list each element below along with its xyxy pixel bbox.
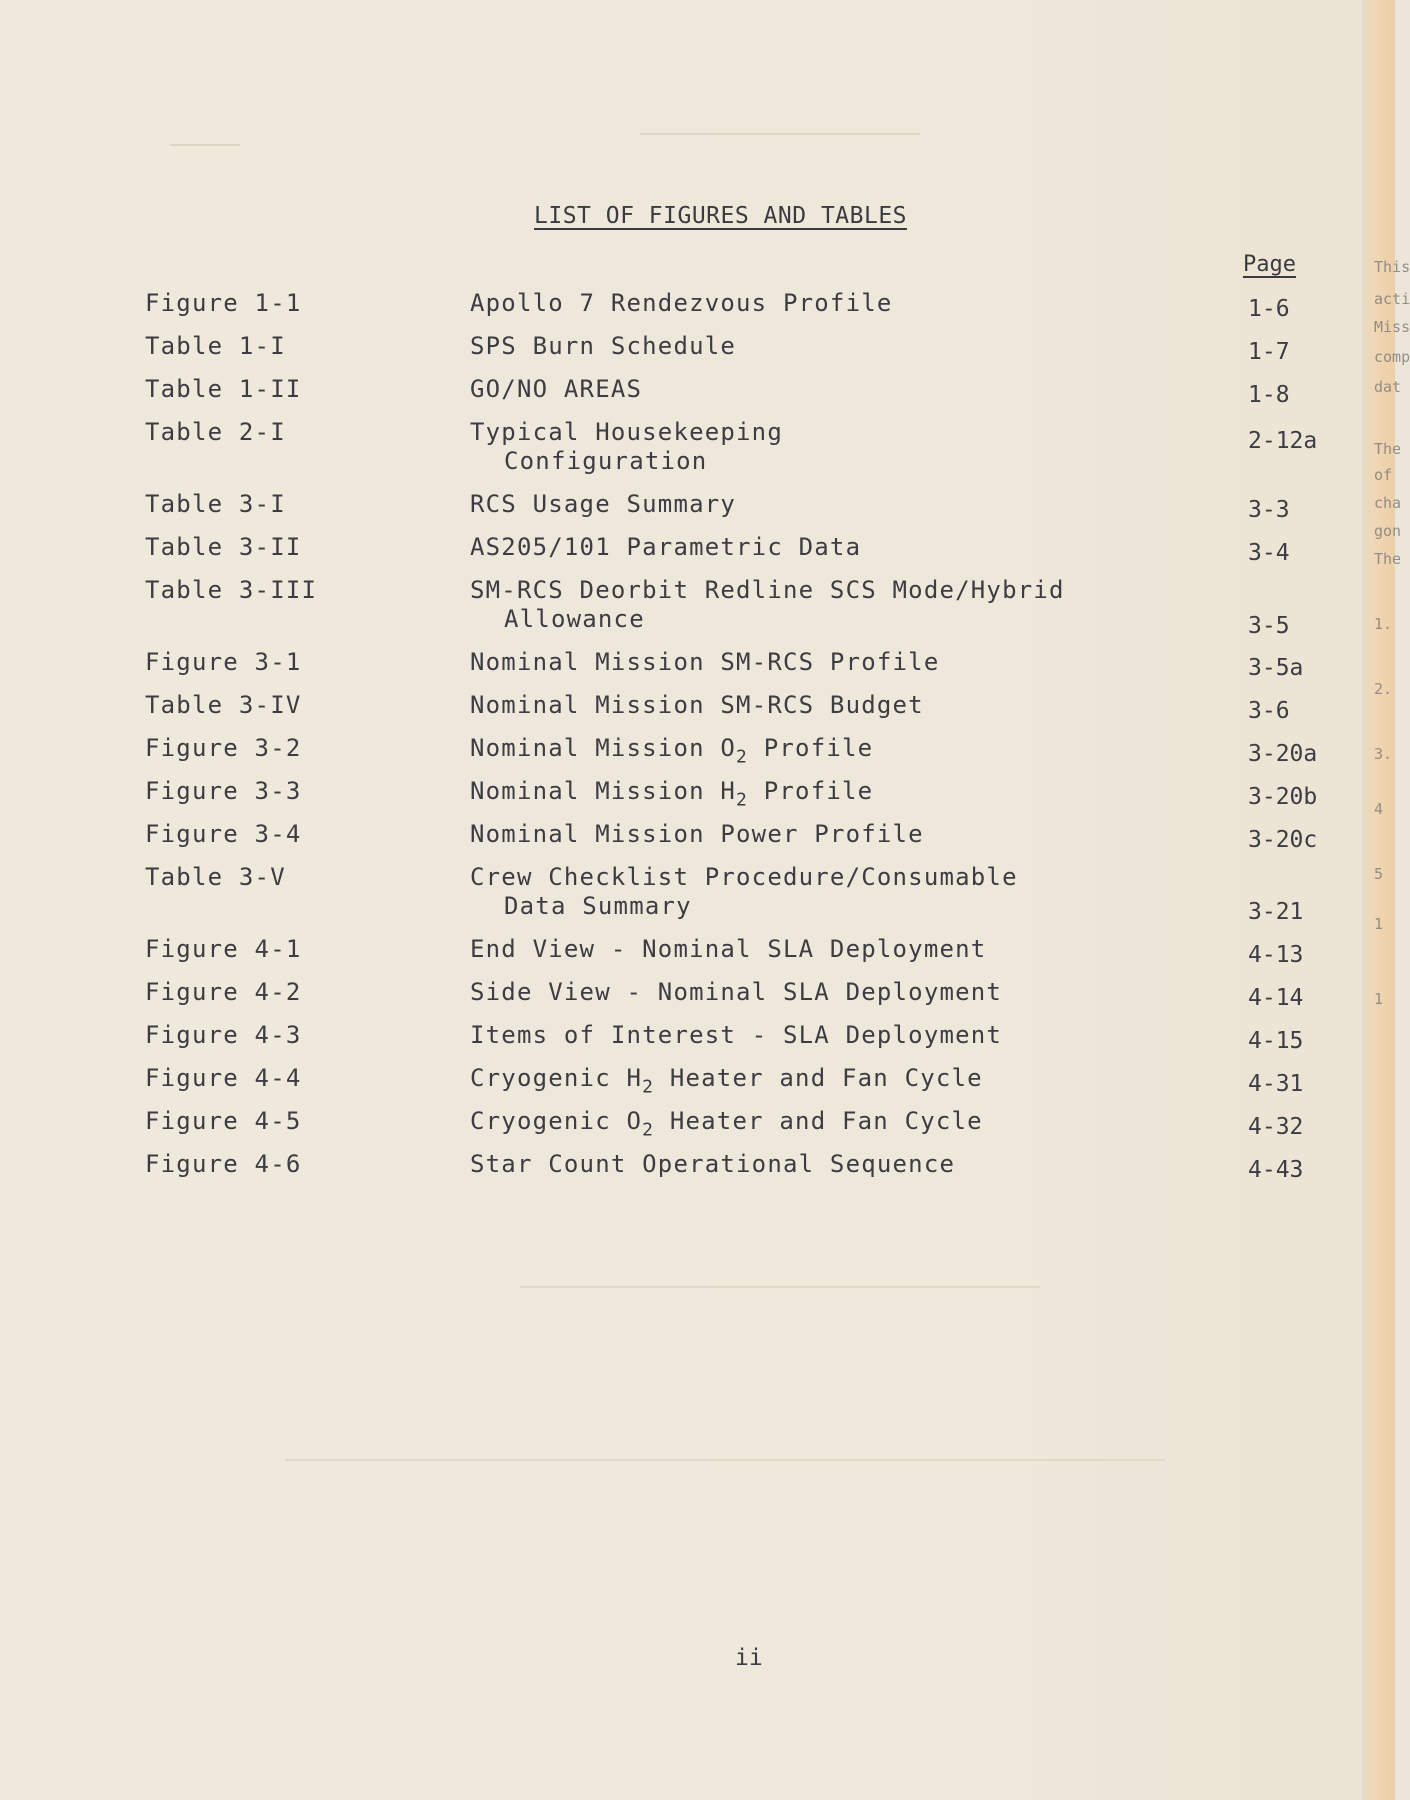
adjacent-page-text-fragment: of — [1374, 466, 1393, 484]
entry-label: Figure 4-3 — [145, 1021, 302, 1049]
entry-row — [0, 777, 1370, 817]
adjacent-page-text-fragment: Miss — [1374, 318, 1410, 336]
entry-label: Figure 4-1 — [145, 935, 302, 963]
entry-row — [0, 375, 1370, 415]
entry-page-number: 3-5 — [1248, 613, 1290, 639]
adjacent-page-text-fragment: cha — [1374, 494, 1402, 512]
entry-description — [470, 863, 1018, 921]
adjacent-page-text-fragment: 1. — [1374, 615, 1393, 633]
page-number: ii — [735, 1645, 763, 1671]
entry-row — [0, 978, 1370, 1018]
entry-description — [470, 1150, 955, 1179]
adjacent-page-text-fragment: comp — [1374, 348, 1410, 366]
adjacent-page-text-fragment: The — [1374, 550, 1402, 568]
show-through-text — [640, 115, 920, 135]
entry-description — [470, 576, 1065, 634]
entry-label: Table 3-III — [145, 576, 318, 604]
adjacent-page-text-fragment: 3. — [1374, 745, 1393, 763]
entry-label: Figure 4-6 — [145, 1150, 302, 1178]
adjacent-page-text-fragment: 4 — [1374, 800, 1384, 818]
entry-description — [470, 1021, 1002, 1050]
entry-row — [0, 1021, 1370, 1061]
entry-description — [470, 332, 736, 361]
adjacent-page-text-fragment: 1 — [1374, 915, 1384, 933]
adjacent-page-text-fragment: gon — [1374, 522, 1402, 540]
entry-page-number: 4-14 — [1248, 985, 1304, 1011]
entry-page-number: 3-20b — [1248, 784, 1318, 810]
entry-label: Table 1-I — [145, 332, 286, 360]
entry-row — [0, 1150, 1370, 1190]
entry-description — [470, 490, 736, 519]
entry-description — [470, 978, 1002, 1007]
entry-label: Table 3-II — [145, 533, 302, 561]
entry-page-number: 4-15 — [1248, 1028, 1304, 1054]
entry-description — [470, 1107, 983, 1144]
entry-description-text: Apollo 7 Rendezvous Profile — [470, 289, 893, 317]
entry-description-text: RCS Usage Summary — [470, 490, 737, 518]
entry-description-text: Crew Checklist Procedure/Consumable — [470, 863, 1018, 891]
entry-page-number: 3-3 — [1248, 497, 1290, 523]
entry-row — [0, 691, 1370, 731]
entry-label: Table 2-I — [145, 418, 286, 446]
entry-description-text: Nominal Mission Power Profile — [470, 820, 924, 848]
entry-row — [0, 533, 1370, 573]
page-column-header: Page — [1243, 252, 1296, 277]
entry-row — [0, 418, 1370, 475]
adjacent-page-text-fragment: 5 — [1374, 865, 1384, 883]
entry-page-number: 3-20c — [1248, 827, 1318, 853]
entry-description-text: Nominal Mission SM-RCS Budget — [470, 691, 924, 719]
entry-label: Figure 3-3 — [145, 777, 302, 805]
entry-page-number: 4-31 — [1248, 1071, 1304, 1097]
entry-description-text: GO/NO AREAS — [470, 375, 643, 403]
adjacent-page-text-fragment: acti — [1374, 290, 1410, 308]
entry-description-text: SPS Burn Schedule — [470, 332, 737, 360]
entry-page-number: 4-43 — [1248, 1157, 1304, 1183]
entry-row — [0, 289, 1370, 329]
entry-row — [0, 734, 1370, 774]
entry-row — [0, 820, 1370, 860]
entry-description-text: Typical Housekeeping — [470, 418, 783, 446]
entry-page-number: 4-32 — [1248, 1114, 1304, 1140]
entry-page-number: 4-13 — [1248, 942, 1304, 968]
entry-description-text: Nominal Mission $H_2$ Profile — [470, 777, 874, 811]
entry-row — [0, 332, 1370, 372]
entry-row — [0, 935, 1370, 975]
entry-description-text: Items of Interest - SLA Deployment — [470, 1021, 1003, 1049]
entry-description-continuation: Data Summary — [504, 892, 692, 920]
adjacent-page-text-fragment: 2. — [1374, 680, 1393, 698]
entry-label: Figure 4-4 — [145, 1064, 302, 1092]
entry-page-number: 3-4 — [1248, 540, 1290, 566]
entry-label: Figure 4-5 — [145, 1107, 302, 1135]
entry-page-number: 2-12a — [1248, 428, 1318, 454]
entry-label: Table 3-I — [145, 490, 286, 518]
entry-label: Figure 4-2 — [145, 978, 302, 1006]
entry-label: Figure 1-1 — [145, 289, 302, 317]
entry-description — [470, 691, 924, 720]
entry-description-text: Cryogenic $H_2$ Heater and Fan Cycle — [470, 1064, 983, 1098]
entry-description — [470, 289, 893, 318]
entry-description — [470, 533, 861, 562]
entry-description — [470, 935, 986, 964]
entry-description-text: Side View - Nominal SLA Deployment — [470, 978, 1003, 1006]
adjacent-page-text-fragment: 1 — [1374, 990, 1384, 1008]
entry-description — [470, 820, 924, 849]
entry-description-text: Nominal Mission $O_2$ Profile — [470, 734, 874, 768]
entry-description-text: Nominal Mission SM-RCS Profile — [470, 648, 940, 676]
adjacent-page-edge — [1362, 0, 1410, 1800]
entry-row — [0, 1107, 1370, 1147]
entry-description-continuation: Configuration — [504, 447, 708, 475]
entry-description — [470, 1064, 983, 1101]
entry-label: Table 1-II — [145, 375, 302, 403]
entry-description-continuation: Allowance — [504, 605, 645, 633]
entry-description — [470, 648, 939, 677]
adjacent-page-text-fragment: The — [1374, 440, 1402, 458]
adjacent-page-text-fragment: dat — [1374, 378, 1402, 396]
entry-page-number: 1-6 — [1248, 296, 1290, 322]
show-through-text — [520, 1270, 1040, 1288]
entry-description-text: Cryogenic $O_2$ Heater and Fan Cycle — [470, 1107, 983, 1141]
entry-label: Table 3-V — [145, 863, 286, 891]
entry-description — [470, 418, 783, 476]
entry-page-number: 3-5a — [1248, 655, 1304, 681]
entry-description — [470, 777, 873, 814]
entry-description — [470, 375, 642, 404]
adjacent-page-text-fragment: This — [1374, 258, 1410, 276]
entry-row — [0, 490, 1370, 530]
entry-row — [0, 1064, 1370, 1104]
entry-label: Figure 3-2 — [145, 734, 302, 762]
entry-page-number: 3-21 — [1248, 899, 1304, 925]
entry-page-number: 3-20a — [1248, 741, 1318, 767]
page-title: LIST OF FIGURES AND TABLES — [534, 203, 908, 229]
entry-description-text: SM-RCS Deorbit Redline SCS Mode/Hybrid — [470, 576, 1065, 604]
entry-page-number: 1-8 — [1248, 382, 1290, 408]
entry-page-number: 3-6 — [1248, 698, 1290, 724]
entry-description-text: AS205/101 Parametric Data — [470, 533, 862, 561]
entry-description-text: Star Count Operational Sequence — [470, 1150, 956, 1178]
entry-description — [470, 734, 873, 771]
show-through-text — [285, 1445, 1165, 1461]
entry-label: Figure 3-4 — [145, 820, 302, 848]
entry-label: Table 3-IV — [145, 691, 302, 719]
entry-label: Figure 3-1 — [145, 648, 302, 676]
entry-description-text: End View - Nominal SLA Deployment — [470, 935, 987, 963]
entry-row — [0, 648, 1370, 688]
entry-page-number: 1-7 — [1248, 339, 1290, 365]
show-through-text — [170, 128, 240, 146]
